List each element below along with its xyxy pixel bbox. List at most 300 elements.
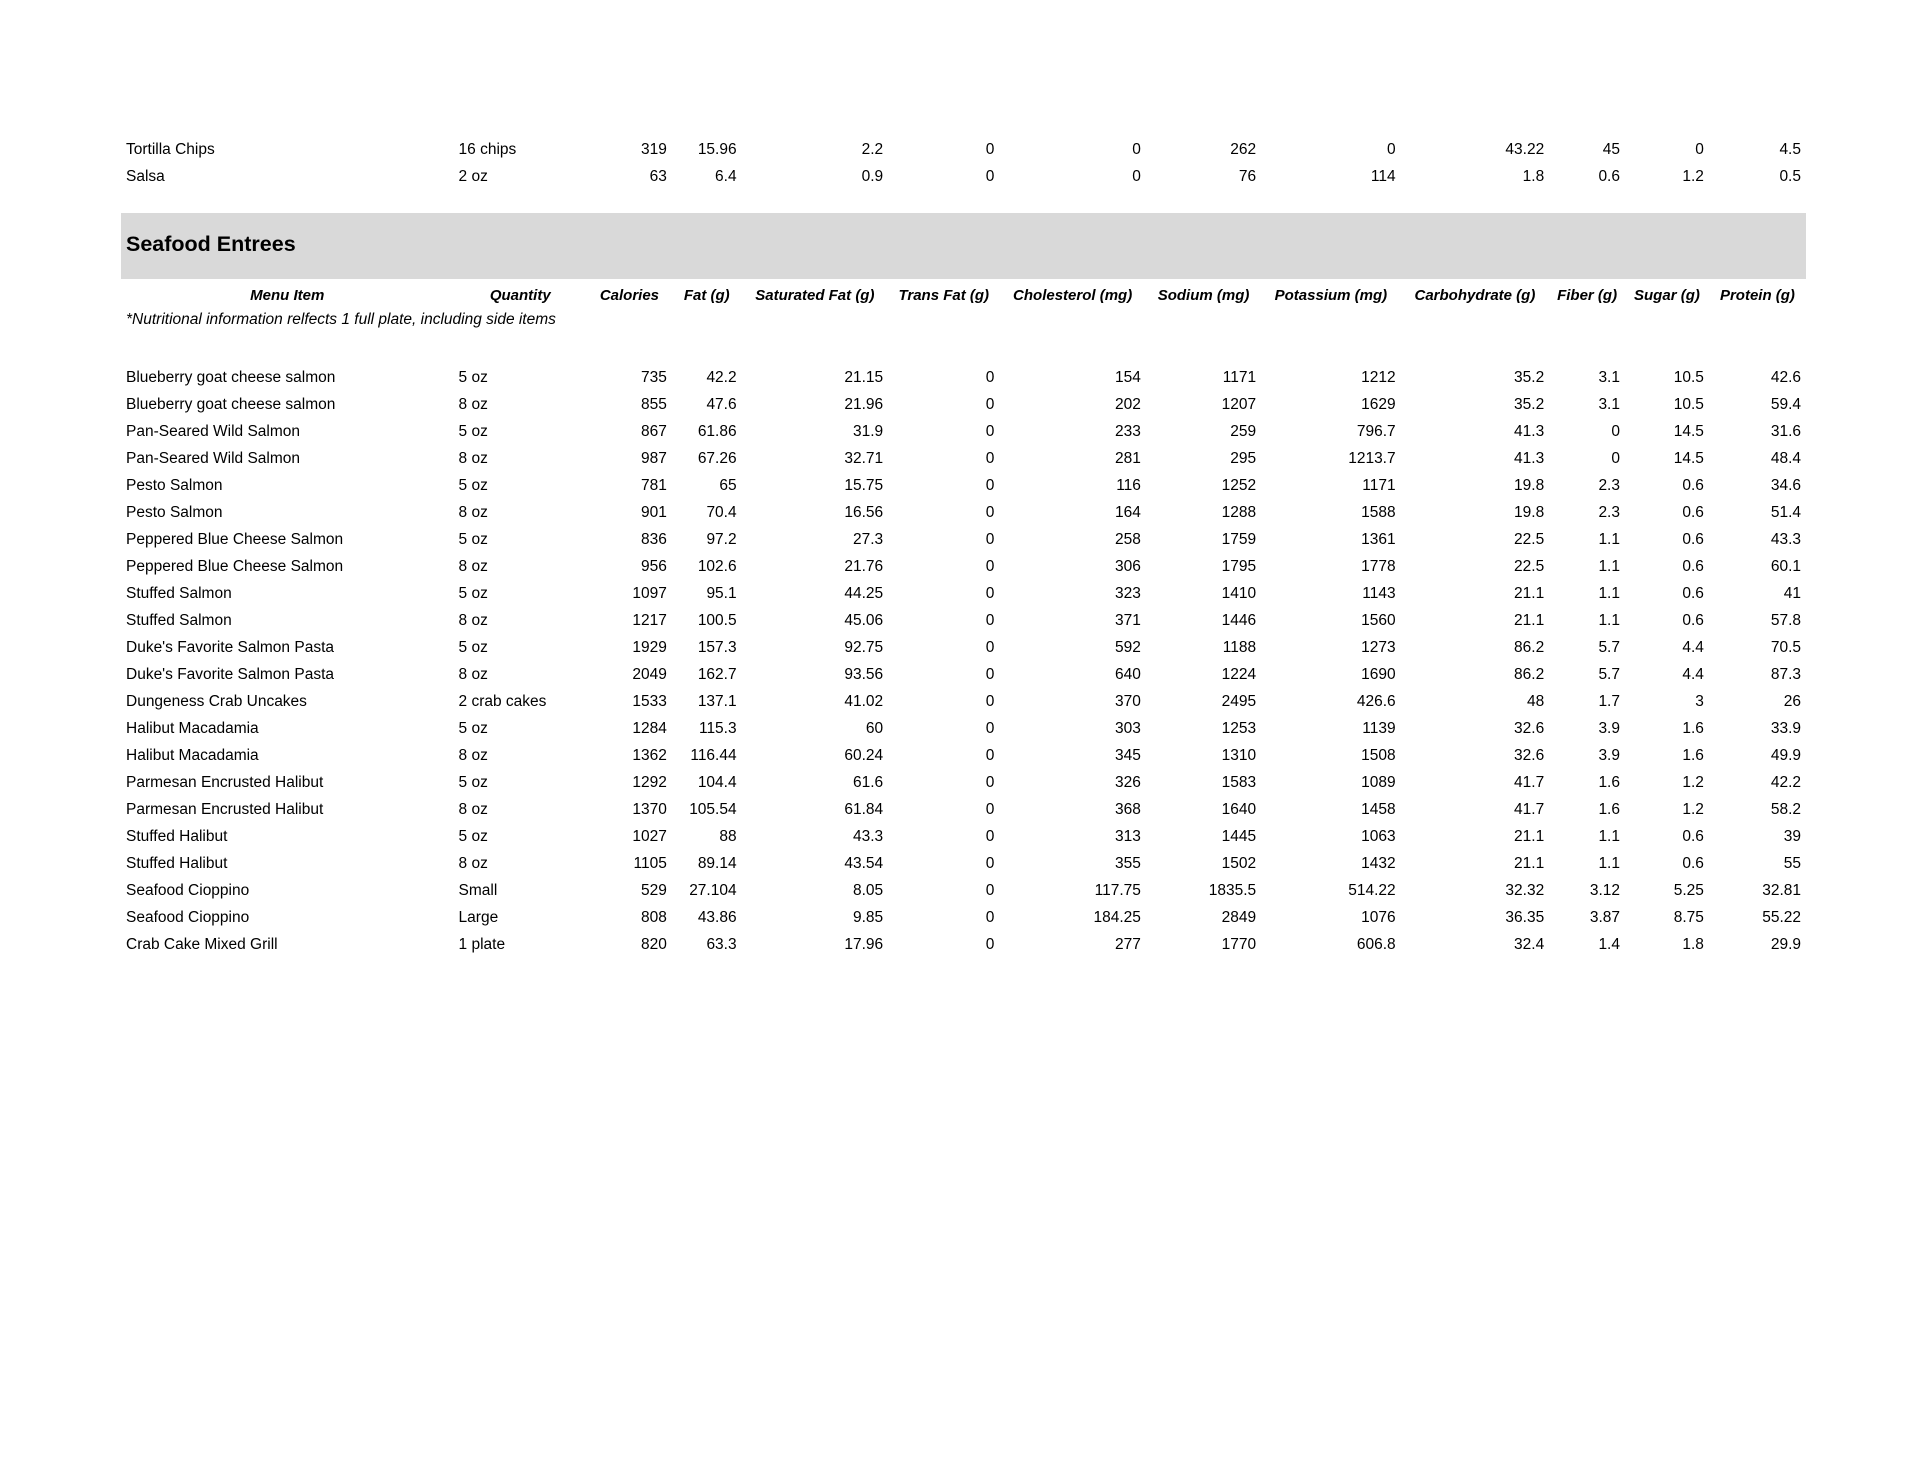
nutrient-cell: 1629 [1361,395,1396,413]
nutrient-cell: 313 [1115,827,1141,845]
table-row [121,904,1806,931]
nutrient-cell: 0 [1132,140,1141,158]
header-menu-item: Menu Item [250,287,325,304]
menu-item-name: Parmesan Encrusted Halibut [126,773,324,791]
previous-section-rows [121,136,1806,190]
nutrient-cell: 867 [641,422,667,440]
nutrient-cell: 855 [641,395,667,413]
nutrient-cell: 8.75 [1673,908,1704,926]
nutrient-cell: 0 [985,449,995,467]
nutrient-cell: 10.5 [1673,395,1704,413]
header-saturated-fat: Saturated Fat (g) [755,287,875,304]
nutrient-cell: 306 [1115,557,1141,575]
nutrient-cell: 157.3 [697,638,737,656]
nutrient-cell: 1089 [1361,773,1396,791]
nutrient-cell: 808 [641,908,667,926]
table-row [121,163,1806,190]
nutrient-cell: 1835.5 [1208,881,1257,899]
nutrient-cell: 8.05 [853,881,884,899]
nutrient-cell: 1105 [633,854,667,872]
nutrient-cell: 70.5 [1770,638,1801,656]
nutrient-cell: 3.9 [1598,719,1620,737]
nutrient-cell: 97.2 [706,530,737,548]
nutrient-cell: 92.75 [844,638,884,656]
quantity-cell: 5 oz [458,638,488,656]
nutrient-cell: 10.5 [1673,368,1704,386]
nutrient-cell: 735 [641,368,667,386]
nutrient-cell: 1027 [632,827,667,845]
nutrient-cell: 370 [1115,692,1141,710]
nutrient-cell: 32.32 [1505,881,1545,899]
nutrient-cell: 184.25 [1093,908,1141,926]
nutrient-cell: 1.1 [1598,854,1620,872]
quantity-cell: 8 oz [458,800,488,818]
nutrient-cell: 0 [985,719,995,737]
nutrient-cell: 529 [641,881,667,899]
nutrient-cell: 33.9 [1770,719,1801,737]
quantity-cell: 8 oz [458,665,488,683]
nutrient-cell: 259 [1230,422,1257,440]
column-headers [121,282,1806,309]
nutrient-cell: 3.1 [1598,368,1620,386]
header-carbohydrate: Carbohydrate (g) [1414,287,1536,304]
menu-item-name: Crab Cake Mixed Grill [126,935,278,953]
nutrient-cell: 32.71 [844,449,884,467]
nutrient-cell: 0 [985,368,995,386]
nutrient-cell: 43.3 [853,827,884,845]
nutrient-cell: 0 [985,503,995,521]
header-quantity: Quantity [489,287,551,304]
nutrient-cell: 0 [985,800,995,818]
nutrient-cell: 1.6 [1598,773,1620,791]
nutrient-cell: 0 [985,638,995,656]
nutrient-cell: 1583 [1221,773,1257,791]
seafood-entrees-body [121,364,1806,958]
nutrient-cell: 1284 [632,719,667,737]
nutrient-cell: 0 [1611,422,1620,440]
table-row [121,136,1806,163]
nutrient-cell: 0 [985,881,995,899]
nutrient-cell: 47.6 [706,395,737,413]
nutrient-cell: 137.1 [697,692,737,710]
menu-item-name: Tortilla Chips [126,140,215,158]
quantity-cell: 5 oz [458,584,488,602]
table-row [121,607,1806,634]
header-calories: Calories [599,287,660,304]
nutrient-cell: 781 [641,476,667,494]
nutrient-cell: 1778 [1361,557,1396,575]
nutrient-cell: 48 [1526,692,1545,710]
nutrient-cell: 1253 [1221,719,1257,737]
nutrient-cell: 1446 [1221,611,1257,629]
quantity-cell: 1 plate [458,935,506,953]
nutrient-cell: 31.9 [853,422,884,440]
nutrient-cell: 345 [1115,746,1141,764]
nutrient-cell: 0.9 [861,167,884,185]
table-row [121,850,1806,877]
nutrient-cell: 0 [1695,140,1704,158]
quantity-cell: 5 oz [458,422,488,440]
nutrient-cell: 0 [985,827,995,845]
nutrient-cell: 514.22 [1348,881,1396,899]
nutrient-cell: 42.2 [706,368,737,386]
nutrient-cell: 32.81 [1762,881,1801,899]
menu-item-name: Stuffed Halibut [126,827,228,845]
nutrient-cell: 1.1 [1598,557,1620,575]
table-row [121,418,1806,445]
nutrient-cell: 1502 [1221,854,1257,872]
nutrient-cell: 1076 [1361,908,1396,926]
nutrient-cell: 43.86 [697,908,737,926]
nutrient-cell: 1361 [1361,530,1396,548]
nutrient-cell: 1292 [632,773,667,791]
nutrient-cell: 1213.7 [1348,449,1396,467]
quantity-cell: 5 oz [458,476,488,494]
top-rows-body [121,136,1806,190]
nutrient-cell: 31.6 [1770,422,1801,440]
quantity-cell: 8 oz [458,449,488,467]
nutrient-cell: 51.4 [1770,503,1801,521]
nutrient-cell: 326 [1115,773,1141,791]
nutrient-cell: 35.2 [1514,395,1545,413]
nutrient-cell: 1.2 [1682,167,1704,185]
table-row [121,823,1806,850]
nutrient-cell: 6.4 [715,167,737,185]
nutrient-cell: 100.5 [697,611,737,629]
nutrient-cell: 116 [1116,476,1141,494]
menu-item-name: Parmesan Encrusted Halibut [126,800,324,818]
nutrient-cell: 3.87 [1589,908,1620,926]
nutrient-cell: 32.6 [1514,746,1545,764]
nutrient-cell: 55.22 [1762,908,1801,926]
nutrient-cell: 4.5 [1779,140,1801,158]
nutrient-cell: 0.6 [1682,584,1704,602]
nutrient-cell: 0 [985,557,995,575]
nutrient-cell: 67.26 [697,449,737,467]
nutrient-cell: 27.3 [853,530,884,548]
nutrient-cell: 105.54 [689,800,737,818]
nutrient-cell: 1224 [1221,665,1257,683]
header-fat: Fat (g) [683,287,730,304]
nutrient-cell: 0 [985,611,995,629]
nutrient-cell: 21.1 [1514,827,1545,845]
quantity-cell: Large [458,908,499,926]
table-row [121,364,1806,391]
nutrient-cell: 93.56 [844,665,884,683]
nutrient-cell: 0.6 [1682,557,1704,575]
nutrient-cell: 1690 [1361,665,1396,683]
nutrient-cell: 43.22 [1505,140,1545,158]
nutrient-cell: 22.5 [1514,530,1545,548]
nutrient-cell: 61.84 [844,800,884,818]
nutrient-cell: 1063 [1361,827,1396,845]
nutrient-cell: 15.96 [697,140,737,158]
table-row [121,661,1806,688]
table-row [121,499,1806,526]
nutrient-cell: 592 [1115,638,1141,656]
nutrient-cell: 61.6 [853,773,884,791]
nutrient-cell: 1252 [1221,476,1257,494]
nutrient-cell: 368 [1115,800,1141,818]
quantity-cell: 8 oz [458,395,488,413]
nutrient-cell: 0.6 [1682,611,1704,629]
nutrient-cell: 0 [985,584,995,602]
nutrient-cell: 32.6 [1514,719,1545,737]
nutrient-cell: 1139 [1362,719,1396,737]
section-header-band [121,213,1806,279]
nutrient-cell: 88 [719,827,737,845]
nutrient-cell: 49.9 [1770,746,1801,764]
nutrient-cell: 0 [985,530,995,548]
table-row [121,445,1806,472]
nutrient-cell: 0.6 [1682,503,1704,521]
nutrient-cell: 1143 [1362,584,1396,602]
header-cholesterol: Cholesterol (mg) [1013,287,1133,304]
menu-item-name: Seafood Cioppino [126,881,250,899]
nutrient-cell: 26 [1783,692,1801,710]
nutrient-cell: 60.1 [1770,557,1801,575]
menu-item-name: Peppered Blue Cheese Salmon [126,557,344,575]
nutrient-cell: 3 [1695,692,1704,710]
quantity-cell: 8 oz [458,746,488,764]
nutrient-cell: 956 [641,557,667,575]
nutrient-cell: 0 [985,908,995,926]
nutrient-cell: 233 [1115,422,1141,440]
nutrient-cell: 0 [985,665,995,683]
nutrient-cell: 0 [985,854,995,872]
menu-item-name: Blueberry goat cheese salmon [126,368,336,386]
nutrient-cell: 258 [1115,530,1141,548]
nutrient-cell: 606.8 [1356,935,1396,953]
header-sodium: Sodium (mg) [1157,287,1250,304]
nutrient-cell: 17.96 [844,935,884,953]
nutrient-cell: 87.3 [1770,665,1801,683]
nutrient-cell: 9.85 [853,908,884,926]
table-row [121,580,1806,607]
nutrient-cell: 0 [985,167,995,185]
nutrient-cell: 1212 [1361,368,1396,386]
nutrient-cell: 371 [1115,611,1141,629]
nutrient-cell: 43.3 [1770,530,1801,548]
nutrient-cell: 29.9 [1770,935,1801,953]
nutrient-cell: 1.6 [1682,746,1704,764]
nutrient-cell: 102.6 [697,557,737,575]
menu-item-name: Pesto Salmon [126,503,223,521]
nutrient-cell: 1432 [1361,854,1396,872]
nutrient-cell: 59.4 [1770,395,1801,413]
nutrient-cell: 1.8 [1682,935,1704,953]
nutrient-cell: 0.6 [1682,827,1704,845]
nutrient-cell: 35.2 [1514,368,1545,386]
nutrient-cell: 43.54 [844,854,884,872]
nutrient-cell: 1.6 [1598,800,1620,818]
nutrient-cell: 1640 [1221,800,1257,818]
nutrient-cell: 41 [1783,584,1801,602]
nutrient-cell: 60.24 [844,746,884,764]
seafood-entrees-table [121,364,1806,958]
nutrient-cell: 820 [641,935,667,953]
quantity-cell: 8 oz [458,854,488,872]
nutrient-cell: 0 [1132,167,1141,185]
nutrient-cell: 86.2 [1514,638,1545,656]
quantity-cell: 8 oz [458,503,488,521]
nutrient-cell: 0 [1611,449,1620,467]
quantity-cell: 5 oz [458,719,488,737]
nutrient-cell: 5.7 [1598,665,1620,683]
quantity-cell: 8 oz [458,557,488,575]
nutrient-cell: 162.7 [697,665,737,683]
nutrient-cell: 16.56 [844,503,884,521]
nutrient-cell: 355 [1115,854,1141,872]
table-row [121,391,1806,418]
nutrient-cell: 0 [985,395,995,413]
nutrient-cell: 95.1 [706,584,737,602]
nutrient-cell: 42.6 [1770,368,1801,386]
nutrient-cell: 76 [1238,167,1257,185]
table-row [121,796,1806,823]
nutrient-cell: 1370 [632,800,667,818]
nutrient-cell: 1171 [1222,368,1257,386]
header-sugar: Sugar (g) [1634,287,1700,304]
nutrient-cell: 21.1 [1514,854,1545,872]
nutrient-cell: 0 [985,476,995,494]
nutrient-cell: 41.7 [1514,800,1545,818]
nutrient-cell: 323 [1115,584,1141,602]
nutrient-cell: 0 [985,935,995,953]
nutrient-cell: 2495 [1221,692,1257,710]
menu-item-name: Duke's Favorite Salmon Pasta [126,665,334,683]
nutrient-cell: 1097 [632,584,667,602]
top-rows-table [121,136,1806,190]
nutrient-cell: 114 [1370,167,1396,185]
nutrient-cell: 2849 [1221,908,1257,926]
nutrient-cell: 1.2 [1682,800,1704,818]
menu-item-name: Pan-Seared Wild Salmon [126,449,301,467]
nutrient-cell: 104.4 [697,773,737,791]
header-trans-fat: Trans Fat (g) [898,287,990,304]
nutrient-cell: 1560 [1361,611,1396,629]
nutrient-cell: 21.76 [844,557,884,575]
nutrient-cell: 115.3 [698,719,737,737]
table-row [121,688,1806,715]
table-row [121,553,1806,580]
menu-item-name: Peppered Blue Cheese Salmon [126,530,344,548]
menu-item-name: Stuffed Salmon [126,584,232,602]
nutrient-cell: 39 [1783,827,1801,845]
header-fiber: Fiber (g) [1557,287,1618,304]
quantity-cell: 5 oz [458,530,488,548]
nutrient-cell: 640 [1115,665,1141,683]
table-row [121,742,1806,769]
nutrient-cell: 303 [1115,719,1141,737]
nutrient-cell: 1588 [1361,503,1396,521]
column-header-table [121,282,1806,309]
nutrient-cell: 1795 [1221,557,1257,575]
nutrient-cell: 2.3 [1598,503,1620,521]
nutrient-cell: 42.2 [1770,773,1801,791]
nutrient-cell: 1188 [1222,638,1257,656]
nutrient-cell: 1759 [1221,530,1257,548]
nutrient-cell: 2.3 [1598,476,1620,494]
nutrient-cell: 1288 [1221,503,1257,521]
nutrient-cell: 27.104 [689,881,737,899]
quantity-cell: 2 crab cakes [458,692,547,710]
nutrient-cell: 154 [1115,368,1141,386]
nutrient-cell: 22.5 [1514,557,1545,575]
nutrient-cell: 19.8 [1514,476,1545,494]
nutrient-cell: 41.3 [1514,449,1545,467]
nutrient-cell: 1310 [1221,746,1257,764]
table-row [121,472,1806,499]
nutrient-cell: 2.2 [861,140,884,158]
nutrient-cell: 41.3 [1514,422,1545,440]
menu-item-name: Dungeness Crab Uncakes [126,692,307,710]
nutrient-cell: 36.35 [1505,908,1545,926]
nutrient-cell: 1508 [1361,746,1396,764]
nutrient-cell: 41.7 [1514,773,1545,791]
nutrient-cell: 3.9 [1598,746,1620,764]
quantity-cell: 2 oz [458,167,488,185]
nutrient-cell: 14.5 [1673,422,1704,440]
column-header-row [121,282,1806,309]
menu-item-name: Duke's Favorite Salmon Pasta [126,638,334,656]
nutrient-cell: 1273 [1361,638,1396,656]
nutrient-cell: 1.1 [1598,530,1620,548]
nutrient-cell: 89.14 [697,854,737,872]
nutrient-cell: 281 [1115,449,1141,467]
nutrient-cell: 1410 [1221,584,1257,602]
nutrient-cell: 1533 [632,692,667,710]
nutrient-cell: 41.02 [844,692,884,710]
nutrient-cell: 1.1 [1598,827,1620,845]
header-protein: Protein (g) [1719,287,1795,304]
nutrient-cell: 1362 [632,746,667,764]
nutrient-cell: 57.8 [1770,611,1801,629]
nutrient-cell: 0 [985,692,995,710]
nutrient-cell: 3.1 [1598,395,1620,413]
nutrient-cell: 277 [1115,935,1141,953]
nutrient-cell: 1.4 [1598,935,1620,953]
nutrient-cell: 1.2 [1682,773,1704,791]
quantity-cell: Small [458,881,498,899]
menu-item-name: Pan-Seared Wild Salmon [126,422,301,440]
nutrient-cell: 60 [865,719,884,737]
nutrient-cell: 1.8 [1522,167,1545,185]
nutrient-cell: 1458 [1361,800,1396,818]
nutrient-cell: 61.86 [697,422,737,440]
nutrient-cell: 901 [641,503,667,521]
table-row [121,931,1806,958]
nutrient-cell: 0 [985,773,995,791]
nutrient-cell: 2049 [632,665,667,683]
nutrient-cell: 4.4 [1682,665,1704,683]
nutrient-cell: 0.6 [1682,476,1704,494]
nutrient-cell: 5.7 [1598,638,1620,656]
nutrient-cell: 319 [641,140,667,158]
nutrient-cell: 0.6 [1682,854,1704,872]
nutrient-cell: 15.75 [844,476,884,494]
nutrient-cell: 987 [641,449,667,467]
nutrient-cell: 70.4 [706,503,737,521]
nutrient-cell: 1445 [1221,827,1257,845]
header-potassium: Potassium (mg) [1274,287,1388,304]
nutrient-cell: 21.1 [1514,584,1545,602]
table-row [121,877,1806,904]
nutrient-cell: 4.4 [1682,638,1704,656]
nutrient-cell: 0 [1387,140,1396,158]
nutrient-cell: 117.75 [1094,881,1141,899]
nutrient-cell: 19.8 [1514,503,1545,521]
